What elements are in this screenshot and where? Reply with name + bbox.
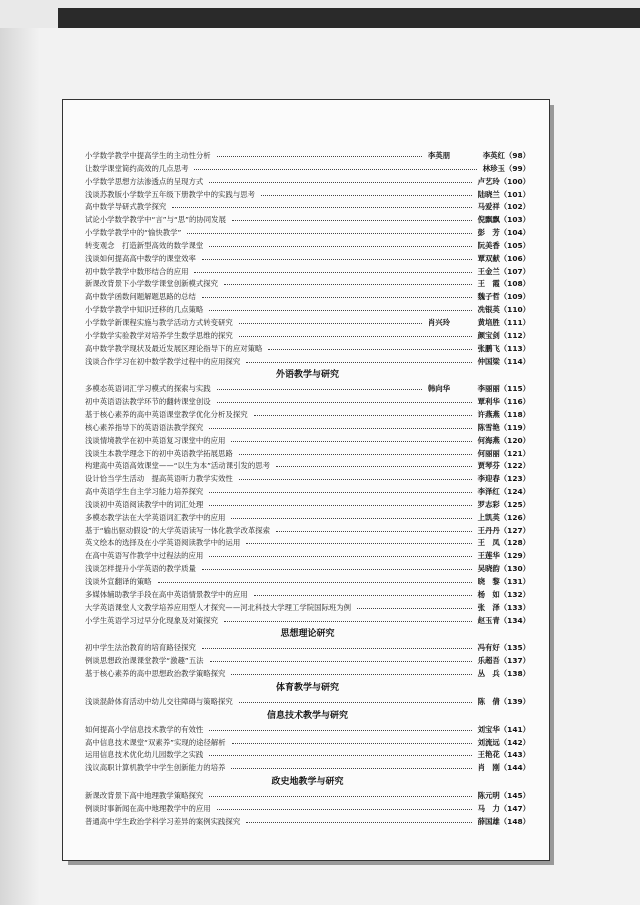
entry-title: 构建高中英语高效课堂——“以生为本”活动课引发的思考 [85,461,271,471]
toc-entry[interactable] [85,486,530,499]
dot-leader [209,730,472,731]
entry-title: 浅谈如何提高高中数学的课堂效率 [85,253,196,263]
entry-title: 核心素养指导下的英语语法教学探究 [85,422,204,432]
entry-title: 新课改背景下高中地理教学策略探究 [85,791,204,801]
entry-title: 例谈时事新闻在高中地理教学中的应用 [85,803,211,813]
entry-author-page: 张 泽（133） [477,602,530,612]
entry-author-page: 王莲华（129） [477,551,530,561]
dot-leader [231,518,472,519]
dot-leader [209,428,472,429]
entry-title: 浅谈情境教学在初中英语复习课堂中的应用 [85,435,226,445]
dot-leader [239,454,472,455]
toc-entry[interactable] [85,749,530,762]
section-heading: 信息技术教学与研究 [266,710,348,721]
entry-author-page: 马 力（147） [477,803,530,813]
toc-list [85,150,530,829]
section-heading: 体育教学与研究 [275,682,339,693]
entry-author-page: 贾琴芬（122） [477,461,530,471]
entry-author-page: 刘宝华（141） [477,724,530,734]
dot-leader [209,505,472,506]
entry-author-page: 罗志彩（125） [477,499,530,509]
entry-author-page: 晓 黎（131） [477,577,530,586]
toc-entry[interactable] [85,201,530,214]
section-heading: 政史地教学与研究 [271,777,344,788]
toc-entry[interactable] [85,724,530,737]
toc-entry[interactable] [85,317,530,330]
entry-title: 转变观念 打造新型高效的数学课堂 [85,240,204,250]
entry-title: 浅议高职计算机教学中学生创新能力的培养 [85,763,226,773]
entry-title: 小学数学新课程实施与教学活动方式转变研究 [85,317,233,327]
entry-author-page: 王丹丹（127） [477,525,530,535]
entry-coauthor: 肖兴玲 [427,317,450,327]
entry-title: 初中英语语法教学环节的翻转课堂创设 [85,397,211,407]
toc-entry[interactable] [85,550,530,563]
dot-leader [217,389,422,390]
entry-title: 高中英语学生自主学习能力培养探究 [85,487,204,497]
toc-entry[interactable] [85,642,530,655]
entry-title: 试论小学数学教学中“言”与“思”的协同发展 [85,215,226,225]
entry-author-page: 冯有好（135） [477,643,530,653]
dot-leader [202,259,472,260]
entry-title: 浅谈生本教学理念下的初中英语教学拓展思路 [85,448,233,458]
dot-leader [210,661,472,662]
entry-title: 浅谈苏教版小学数学五年级下册教学中的实践与思考 [85,189,255,199]
toc-entry[interactable] [85,214,530,227]
dot-leader [187,233,472,234]
entry-title: 浅谈初中英语阅读教学中的词汇处理 [85,499,204,509]
entry-author-page: 仲国梁（114） [477,356,530,366]
table-of-contents [62,99,550,861]
entry-title: 小学数学教学中知识迁移的几点策略 [85,305,204,315]
entry-author-page: 颜宝剑（112） [477,330,530,340]
entry-title: 如何提高小学信息技术教学的有效性 [85,724,204,734]
entry-author-page: 乐超吾（137） [477,656,530,666]
entry-author-page: 张鹏飞（113） [477,343,530,353]
toc-entry[interactable] [85,435,530,448]
toc-entry[interactable] [85,163,530,176]
toc-entry[interactable] [85,803,530,816]
toc-entry[interactable] [85,816,530,829]
toc-entry[interactable] [85,422,530,435]
entry-author-page: 阮美香（105） [477,240,530,250]
dot-leader [357,608,472,609]
dot-leader [254,595,472,596]
entry-author-page: 薛国雄（148） [477,816,530,826]
entry-title: 浅谈混龄体育活动中幼儿交往障碍与策略探究 [85,696,233,706]
dot-leader [231,768,472,769]
entry-title: 大学英语课堂人文教学培养应用型人才探究——河北科技大学理工学院国际班为例 [85,602,352,612]
entry-author-page: 冼银英（110） [477,305,530,315]
toc-entry[interactable] [85,696,530,709]
entry-title: 多模态英语词汇学习模式的探索与实践 [85,384,211,394]
entry-author-page: 许燕燕（118） [477,410,530,420]
entry-author-page: 卢艺玲（100） [477,176,530,186]
dot-leader [217,402,472,403]
toc-entry[interactable] [85,790,530,803]
toc-entry[interactable] [85,576,530,589]
entry-title: 普通高中学生政治学科学习差异的案例实践探究 [85,816,241,826]
entry-author-page: 覃利华（116） [477,397,530,407]
entry-coauthor: 李英朋 [427,151,450,160]
entry-author-page: 杨 如（132） [477,589,530,599]
dot-leader [224,284,472,285]
dot-leader [231,674,472,675]
dot-leader [246,822,472,823]
section-heading: 外语教学与研究 [275,370,339,381]
entry-author-page: 陆晓兰（101） [477,189,530,199]
dot-leader [209,556,472,557]
dot-leader [239,702,472,703]
entry-title: 高中数学函数问题解题思路的总结 [85,292,196,302]
entry-title: 英文绘本的选择及在小学英语阅读教学中的运用 [85,538,241,548]
entry-title: 运用信息技术优化幼儿园数学之实践 [85,750,204,760]
toc-entry[interactable] [85,409,530,422]
toc-entry[interactable] [85,356,530,369]
entry-title: 高中数学导研式教学探究 [85,202,167,212]
entry-title: 初中学生法治教育的培育路径探究 [85,643,196,653]
entry-author-page: 王金兰（107） [477,266,530,276]
toc-entry[interactable] [85,383,530,396]
entry-title: 小学数学实验教学对培养学生数学思维的探究 [85,330,233,340]
entry-author-page: 丛 兵（138） [477,669,530,679]
entry-title: 在高中英语写作教学中过程法的应用 [85,551,204,561]
entry-title: 小学数学教学中提高学生的主动性分析 [85,151,211,160]
dot-leader [202,648,472,649]
dot-leader [209,492,472,493]
dot-leader [231,441,472,442]
toc-entry[interactable] [85,330,530,343]
dot-leader [217,156,422,157]
entry-title: 基于核心素养的高中思想政治教学策略探究 [85,669,226,679]
entry-title: 小学数学教学中的“愉快教学” [85,228,182,238]
entry-title: 让数学课堂简约高效的几点思考 [85,163,189,173]
entry-title: 浅谈怎样提升小学英语的教学质量 [85,564,196,574]
entry-author-page: 赵玉青（134） [477,615,530,625]
entry-title: 设计恰当学生活动 提高英语听力教学实效性 [85,474,233,484]
entry-author-page: 王 凤（128） [477,538,530,548]
entry-author-page: 上凯英（126） [477,512,530,522]
dot-leader [254,415,472,416]
toc-entry[interactable] [85,473,530,486]
entry-author-page: 陈雪艳（119） [477,422,530,432]
toc-entry[interactable] [85,343,530,356]
dot-leader [209,182,472,183]
dot-leader [276,531,472,532]
dot-leader [158,582,472,583]
entry-author-page: 林珍玉（99） [482,163,530,173]
entry-title: 高中信息技术课堂“双素养”实现的途径解析 [85,737,226,747]
entry-title: 浅谈合作学习在初中数学教学过程中的应用探究 [85,356,241,366]
toc-entry[interactable] [85,537,530,550]
entry-author-page: 何丽丽（121） [477,448,530,458]
toc-entry[interactable] [85,278,530,291]
entry-author-page: 陈元明（145） [477,791,530,801]
document-page [0,28,640,905]
entry-author-page: 李泽红（124） [477,487,530,497]
entry-title: 浅谈外宣翻译的策略 [85,577,152,586]
toc-entry[interactable] [85,762,530,775]
toc-entry[interactable] [85,448,530,461]
toc-entry[interactable] [85,512,530,525]
dot-leader [194,169,477,170]
toc-entry[interactable] [85,240,530,253]
entry-author-page: 覃双献（106） [477,253,530,263]
dot-leader [209,246,472,247]
entry-title: 基于“输出驱动假设”的大学英语读写一体化教学改革探索 [85,525,271,535]
toc-entry[interactable] [85,615,530,628]
entry-author-page: 肖 刚（144） [477,763,530,773]
dot-leader [172,207,472,208]
toc-entry[interactable] [85,563,530,576]
dot-leader [261,195,472,196]
entry-author-page: 李迎春（123） [477,474,530,484]
entry-author-page: 王 霞（108） [477,279,530,289]
dot-leader [209,755,472,756]
toc-entry[interactable] [85,602,530,615]
dot-leader [232,220,472,221]
scan-top-bar [58,8,640,28]
entry-title: 新课改背景下小学数学课堂创新模式探究 [85,279,219,289]
toc-entry[interactable] [85,737,530,750]
entry-author-page: 彭 芳（104） [477,228,530,238]
entry-title: 小学生英语学习过早分化现象及对策探究 [85,615,219,625]
toc-entry[interactable] [85,668,530,681]
entry-title: 初中数学教学中数形结合的应用 [85,266,189,276]
dot-leader [202,297,472,298]
entry-title: 例谈思想政治课课堂教学“激趣”五法 [85,656,204,666]
entry-author-page: 王艳花（143） [477,750,530,760]
entry-title: 多媒体辅助教学手段在高中英语情景教学中的应用 [85,589,248,599]
entry-author-page: 何海燕（120） [477,435,530,445]
entry-author-page: 吴晓韵（130） [477,564,530,574]
toc-entry[interactable] [85,227,530,240]
toc-entry[interactable] [85,176,530,189]
toc-entry[interactable] [85,304,530,317]
toc-entry[interactable] [85,253,530,266]
toc-entry[interactable] [85,460,530,473]
dot-leader [224,621,472,622]
dot-leader [239,336,472,337]
entry-title: 小学数学思想方法渗透点的呈现方式 [85,176,204,186]
entry-author-page: 倪飘飘（103） [477,215,530,225]
entry-author-page: 刘流远（142） [477,737,530,747]
toc-entry[interactable] [85,589,530,602]
toc-entry[interactable] [85,266,530,279]
entry-author-page: 李丽丽（115） [477,384,530,394]
toc-entry[interactable] [85,499,530,512]
section-heading: 思想理论研究 [280,629,335,640]
toc-entry[interactable] [85,525,530,538]
toc-entry[interactable] [85,291,530,304]
dot-leader [246,543,472,544]
entry-title: 高中数学教学现状及最近发展区理论指导下的应对策略 [85,343,263,353]
dot-leader [239,323,422,324]
toc-entry[interactable] [85,150,530,163]
entry-author-page: 陈 倩（139） [477,696,530,706]
entry-author-page: 李英红（98） [482,151,530,160]
dot-leader [194,272,472,273]
dot-leader [209,310,472,311]
dot-leader [209,796,472,797]
entry-author-page: 黄培胜（111） [477,317,530,327]
toc-entry[interactable] [85,396,530,409]
entry-title: 基于核心素养的高中英语课堂教学优化分析及探究 [85,410,248,420]
entry-title: 多模态教学法在大学英语词汇教学中的应用 [85,512,226,522]
dot-leader [239,479,472,480]
entry-coauthor: 韩向华 [427,384,450,394]
dot-leader [217,809,472,810]
dot-leader [268,349,472,350]
dot-leader [202,569,472,570]
toc-entry[interactable] [85,655,530,668]
dot-leader [232,743,472,744]
scan-edge-shadow [0,28,40,905]
entry-author-page: 魏子哲（109） [477,292,530,302]
dot-leader [276,466,472,467]
toc-entry[interactable] [85,189,530,202]
entry-author-page: 马爱祥（102） [477,202,530,212]
dot-leader [246,362,472,363]
